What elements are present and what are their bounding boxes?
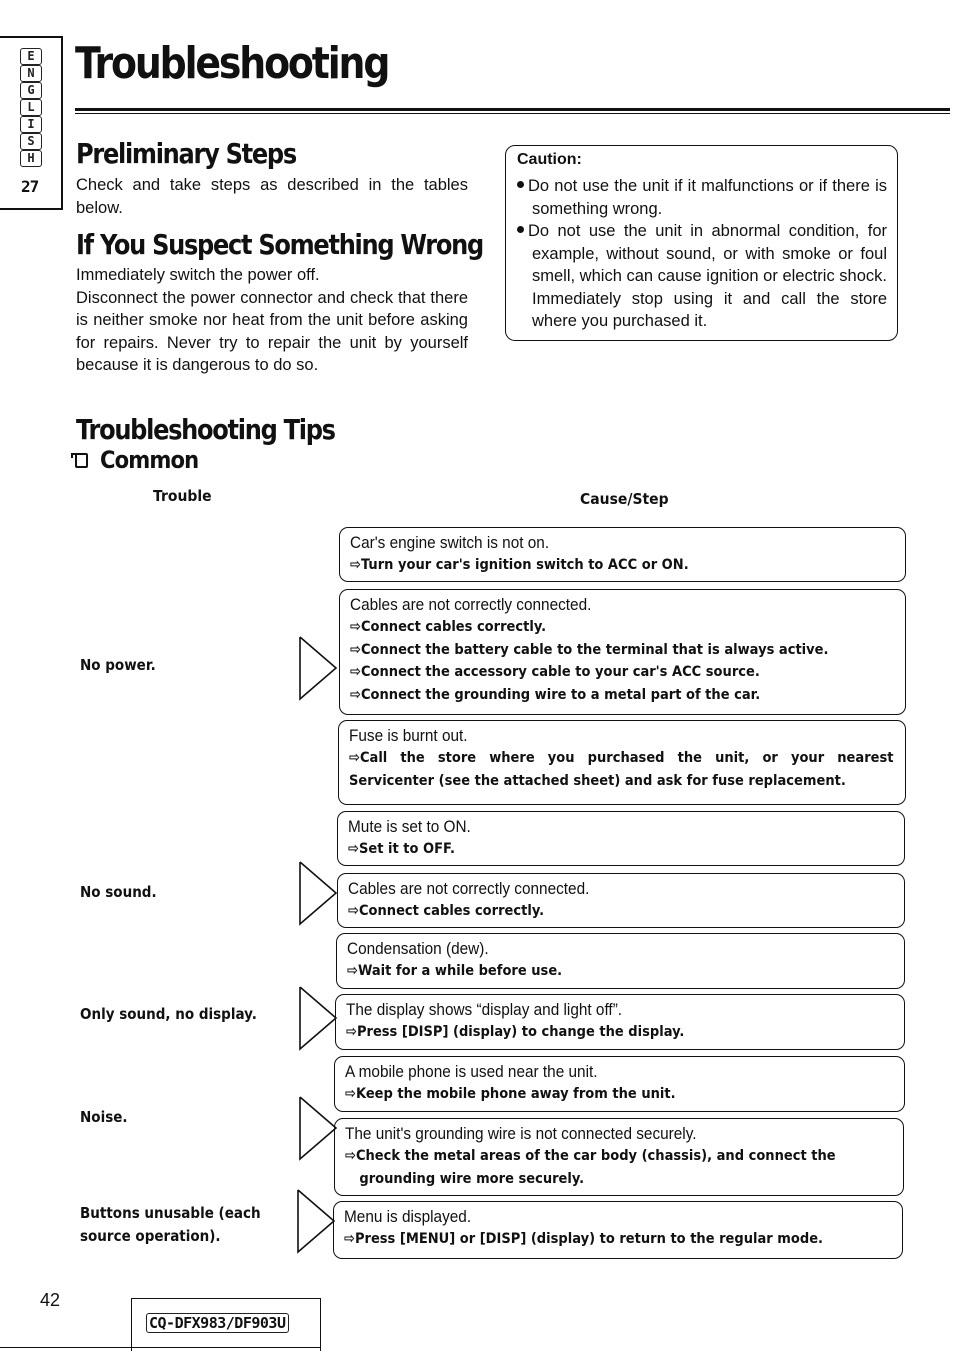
language-tab-letters	[20, 48, 42, 167]
step-text	[349, 747, 894, 792]
step-text	[348, 900, 841, 923]
trouble-no-power: No power.	[80, 656, 156, 674]
step-arrow-icon: ⇨	[348, 903, 359, 919]
cause-box	[334, 1056, 905, 1112]
tab-letter: L	[20, 99, 42, 116]
cause-text: Cables are not correctly connected.	[350, 596, 592, 614]
preliminary-heading: Preliminary Steps	[76, 137, 296, 170]
cause-box	[337, 873, 905, 928]
step-label: Wait for a while before use.	[357, 963, 563, 979]
trouble-no-sound: No sound.	[80, 883, 157, 901]
step-arrow-icon: ⇨	[350, 557, 361, 573]
cause-text: Mute is set to ON.	[348, 818, 471, 836]
title-divider	[75, 108, 950, 114]
step-text	[350, 554, 842, 577]
cause-text: Condensation (dew).	[347, 940, 489, 958]
trouble-label-line: source operation).	[80, 1227, 221, 1245]
step-label: Connect the grounding wire to a metal part of the car.	[360, 686, 761, 703]
caution-title: Caution:	[517, 151, 582, 168]
step-arrow-icon: ⇨	[349, 750, 360, 766]
step-text	[345, 1083, 841, 1106]
cause-text: The display shows “display and light off”.	[346, 1001, 623, 1019]
trouble-no-display: Only sound, no display.	[80, 1005, 257, 1023]
tips-heading: Troubleshooting Tips	[76, 413, 335, 446]
cause-box	[335, 994, 905, 1050]
step-arrow-icon: ⇨	[346, 1024, 357, 1040]
common-heading: Common	[100, 446, 199, 474]
step-label: Check the metal areas of the car body (chassis), and connect the	[355, 1148, 836, 1164]
cause-text: Car's engine switch is not on.	[350, 534, 550, 552]
tab-letter: S	[20, 133, 42, 150]
cause-text: The unit's grounding wire is not connected securely.	[345, 1125, 697, 1143]
cause-box	[333, 1201, 903, 1259]
step-label: Press [MENU] or [DISP] (display) to return to the regular mode.	[354, 1231, 824, 1247]
cause-text: A mobile phone is used near the unit.	[345, 1063, 598, 1081]
suspect-heading: If You Suspect Something Wrong	[76, 228, 483, 261]
step-arrow-icon: ⇨	[348, 841, 359, 857]
section-number: 27	[21, 177, 39, 196]
step-label: Press [DISP] (display) to change the display.	[356, 1024, 685, 1040]
caution-item-text: Do not use the unit in abnormal condition, for example, without sound, or with smoke or foul smell, which can cause ignition or electric shock. Immediately stop using it and call the store where you purchased it.	[528, 222, 887, 330]
step-arrow-icon: ⇨	[350, 664, 361, 680]
triangle-arrow-icon	[296, 860, 340, 926]
step-label: Call the store where you purchased the unit, or your nearest Servicenter (see the attached sheet) and ask for fuse replacement.	[349, 750, 894, 789]
cause-text: Cables are not correctly connected.	[348, 880, 590, 898]
trouble-label-line: Buttons unusable (each	[80, 1204, 261, 1222]
step-arrow-icon: ⇨	[350, 686, 361, 703]
step-text	[350, 639, 842, 662]
step-text	[344, 1228, 839, 1251]
triangle-arrow-icon	[296, 985, 340, 1051]
column-header-trouble: Trouble	[153, 487, 212, 505]
step-label: Connect cables correctly.	[358, 903, 545, 919]
step-text	[347, 960, 841, 983]
step-label: Connect the accessory cable to your car's ACC source.	[360, 664, 760, 680]
step-text	[346, 1021, 841, 1044]
step-arrow-icon: ⇨	[344, 1231, 355, 1247]
caution-item-text: Do not use the unit if it malfunctions or if there is something wrong.	[528, 177, 887, 218]
suspect-paragraph-1: Immediately switch the power off.	[76, 266, 320, 284]
triangle-arrow-icon	[296, 635, 340, 701]
preliminary-text	[76, 174, 468, 219]
cause-box	[339, 527, 906, 582]
step-arrow-icon: ⇨	[345, 1148, 356, 1164]
page-number: 42	[40, 1290, 61, 1310]
column-header-cause: Cause/Step	[580, 490, 669, 508]
step-arrow-icon: ⇨	[350, 619, 361, 635]
cause-box	[334, 1118, 904, 1196]
tab-letter: E	[20, 48, 42, 65]
caution-item	[517, 220, 887, 333]
cause-box	[337, 811, 905, 866]
trouble-buttons-unusable	[80, 1202, 261, 1248]
caution-item	[517, 175, 887, 220]
triangle-arrow-icon	[294, 1188, 338, 1254]
bullet-icon	[517, 226, 524, 233]
checkbox-icon	[75, 453, 88, 468]
tab-letter: N	[20, 65, 42, 82]
step-text	[345, 1145, 840, 1168]
cause-text: Fuse is burnt out.	[349, 727, 468, 745]
step-text	[350, 616, 842, 639]
step-text: grounding wire more securely.	[359, 1170, 585, 1187]
step-label: Connect cables correctly.	[360, 619, 547, 635]
cause-box	[339, 589, 906, 715]
step-text	[348, 838, 841, 861]
step-arrow-icon: ⇨	[350, 641, 361, 658]
suspect-paragraph-2: Disconnect the power connector and check that there is neither smoke nor heat from the unit before asking for repairs. Never try to repair the unit by yourself because it is dangerous to do so.	[76, 288, 468, 374]
cause-box	[336, 933, 905, 989]
suspect-text	[76, 264, 468, 377]
step-arrow-icon: ⇨	[347, 963, 358, 979]
footer-divider	[0, 1347, 320, 1348]
tab-letter: G	[20, 82, 42, 99]
tab-letter: H	[20, 150, 42, 167]
cause-text: Menu is displayed.	[344, 1208, 472, 1226]
trouble-noise: Noise.	[80, 1108, 128, 1126]
step-label: Keep the mobile phone away from the unit.	[355, 1086, 676, 1102]
step-label: Set it to OFF.	[358, 841, 455, 857]
step-text	[350, 661, 842, 684]
model-number: CQ-DFX983/DF903U	[146, 1313, 289, 1333]
step-label: Connect the battery cable to the terminal that is always active.	[360, 641, 829, 658]
page-title: Troubleshooting	[75, 38, 389, 89]
bullet-icon	[517, 181, 524, 188]
step-text	[350, 684, 842, 707]
step-arrow-icon: ⇨	[345, 1086, 356, 1102]
step-label: Turn your car's ignition switch to ACC or ON.	[360, 557, 689, 573]
tab-letter: I	[20, 116, 42, 133]
preliminary-paragraph: Check and take steps as described in the tables below.	[76, 176, 468, 217]
cause-box	[338, 720, 906, 805]
